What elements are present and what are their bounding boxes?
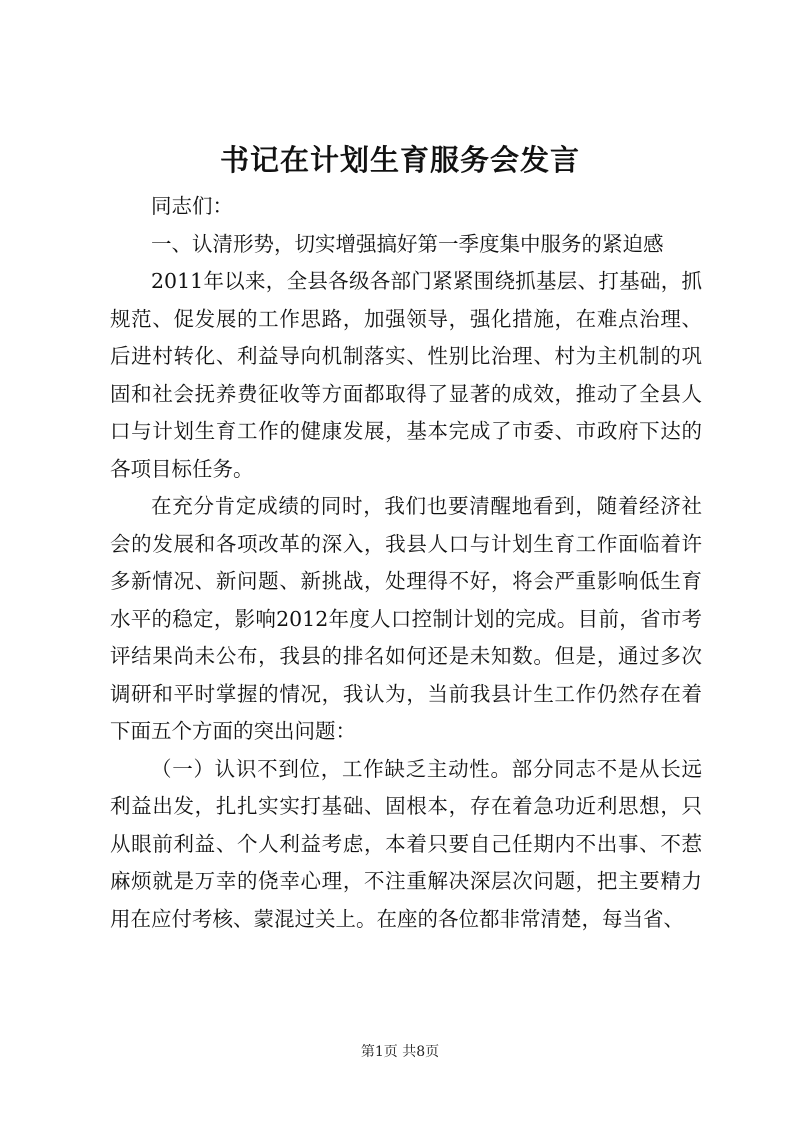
paragraph-challenges: 在充分肯定成绩的同时，我们也要清醒地看到，随着经济社会的发展和各项改革的深入，我县人口与计划生育工作面临着许多新情况、新问题、新挑战，处理得不好，将会严重影响低生育水平的稳定，影响2012年度人口控制计划的完成。目前，省市考评结果尚未公布，我县的排名如何还是未知数。但是，通过多次调研和平时掌握的情况，我认为，当前我县计生工作仍然存在着下面五个方面的突出问题： bbox=[110, 494, 702, 743]
document-body bbox=[110, 188, 702, 938]
paragraph-achievements: 2011年以来，全县各级各部门紧紧围绕抓基层、打基础，抓规范、促发展的工作思路，加强领导，强化措施，在难点治理、后进村转化、利益导向机制落实、性别比治理、村为主机制的巩固和社会抚养费征收等方面都取得了显著的成效，推动了全县人口与计划生育工作的健康发展，基本完成了市委、市政府下达的各项目标任务。 bbox=[110, 269, 702, 481]
paragraph-section-heading: 一、认清形势，切实增强搞好第一季度集中服务的紧迫感 bbox=[151, 231, 664, 256]
page-footer: 第1页 共8页 bbox=[360, 1044, 440, 1060]
paragraph-salutation: 同志们： bbox=[151, 194, 233, 218]
document-title: 书记在计划生育服务会发言 bbox=[219, 143, 580, 177]
paragraph-problem-one: （一）认识不到位，工作缺乏主动性。部分同志不是从长远利益出发，扎扎实实打基础、固根本，存在着急功近利思想，只从眼前利益、个人利益考虑，本着只要自己任期内不出事、不惹麻烦就是万幸的侥幸心理，不注重解决深层次问题，把主要精力用在应付考核、蒙混过关上。在座的各位都非常清楚，每当省、 bbox=[110, 756, 702, 931]
